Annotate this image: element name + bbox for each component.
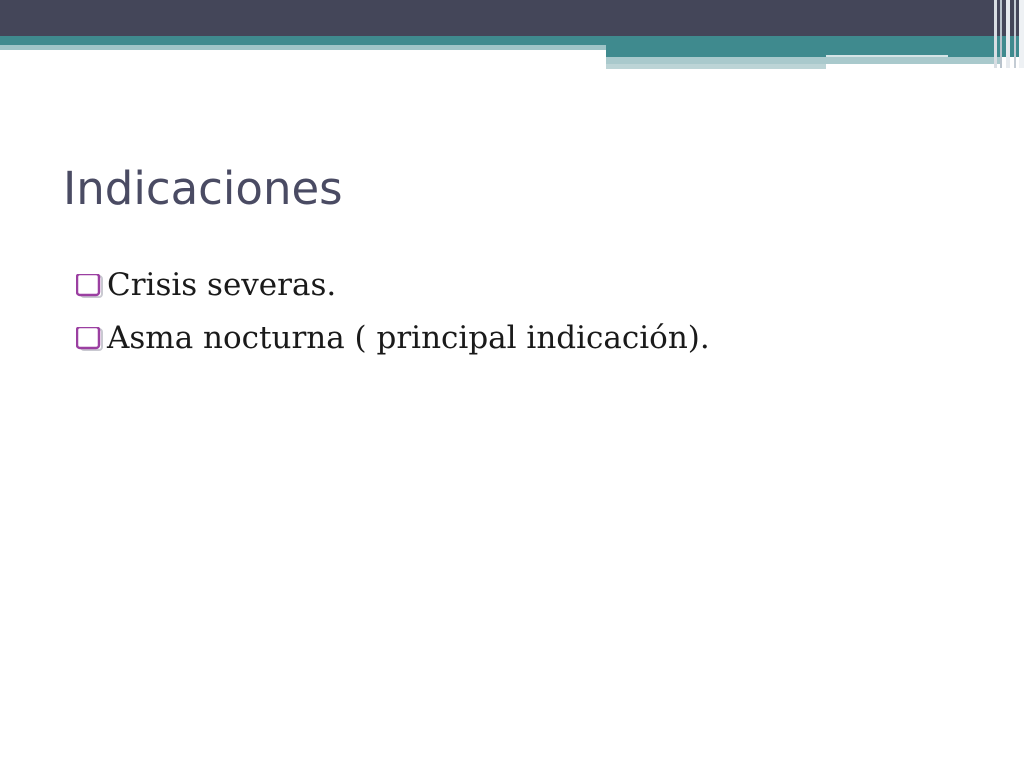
slide-title: Indicaciones [63, 162, 343, 215]
header-vertical-stripe [994, 0, 997, 68]
bullet-text: Crisis severas. [107, 266, 337, 303]
header-vertical-stripe [1014, 0, 1016, 68]
header-vertical-stripe [1006, 0, 1010, 68]
header-band-teal-light [0, 45, 606, 50]
bullet-item [76, 258, 710, 311]
header-band-step-light [606, 57, 1001, 64]
square-checkbox-bullet-icon [76, 321, 106, 355]
square-checkbox-bullet-icon [76, 268, 106, 302]
bullet-list [76, 258, 710, 364]
header-vertical-stripe [1000, 0, 1002, 68]
header-vertical-stripe [1019, 0, 1024, 68]
header-band-teal [0, 36, 1024, 45]
header-band-step [606, 45, 1024, 57]
header-band-dark [0, 0, 1024, 36]
header-line-lower [606, 64, 826, 69]
bullet-item [76, 311, 710, 364]
bullet-text: Asma nocturna ( principal indicación). [107, 319, 710, 356]
header-line [826, 55, 948, 57]
